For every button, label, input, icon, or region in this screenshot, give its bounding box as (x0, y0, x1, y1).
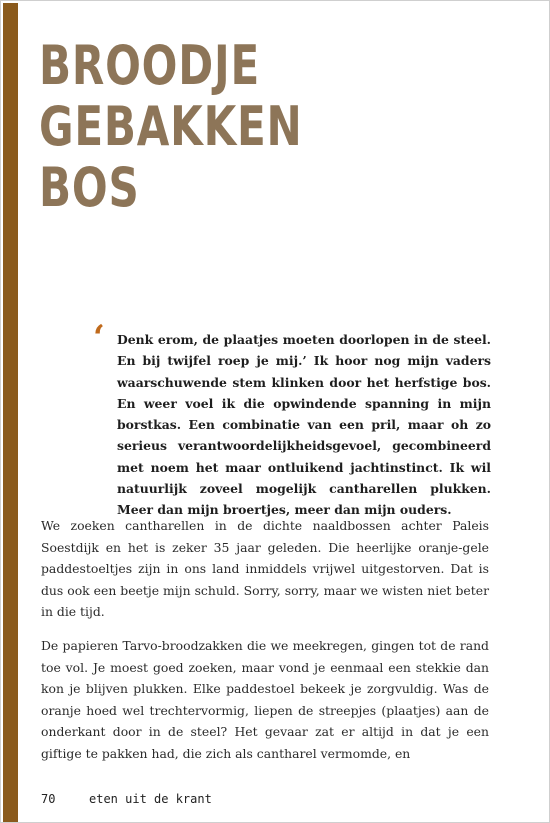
body-paragraph: De papieren Tarvo-broodzakken die we meekregen, gingen tot de rand toe vol. Je moest goed zoeken, maar vond je eenmaal een stekkie dan kon je blijven plukken. Elke paddestoel bekeek je zorgvuldig. Was de oranje hoed wel trechtervormig, liepen de streepjes (plaatjes) aan de onderkant door in de steel? Het gevaar zat er altijd in dat je een giftige te pakken had, die zich als cantharel vermomde, en (41, 638, 489, 761)
section-name: eten uit de krant (89, 792, 212, 806)
quote-mark-icon: ‘ (93, 318, 105, 358)
body-paragraph: We zoeken cantharellen in de dichte naaldbossen achter Paleis Soestdijk en het is zeker 35 jaar geleden. Die heerlijke oranje-gele paddestoeltjes zijn in ons land inmiddels vrijwel uitgestorven. Dat is dus ook een beetje mijn schuld. Sorry, sorry, maar we wisten niet beter in die tijd. (41, 518, 489, 619)
color-spine-bar (3, 3, 18, 822)
chapter-title (39, 35, 303, 218)
title-line: BOS (39, 156, 140, 219)
intro-paragraph: Denk erom, de plaatjes moeten doorlopen in de steel. En bij twijfel roep je mij.’ Ik hoor nog mijn vaders waarschuwende stem klinken door het herfstige bos. En weer voel ik die opwindende spanning in mijn borstkas. Een combinatie van een pril, maar oh zo serieus verantwoordelijkheidsgevoel, gecombineerd met noem het maar ontluikend jachtinstinct. Ik wil natuurlijk zoveel mogelijk cantharellen plukken. Meer dan mijn broertjes, meer dan mijn ouders. (117, 332, 491, 518)
page-number: 70 (41, 792, 56, 806)
title-line: GEBAKKEN (39, 95, 303, 158)
title-line: BROODJE (39, 34, 261, 97)
